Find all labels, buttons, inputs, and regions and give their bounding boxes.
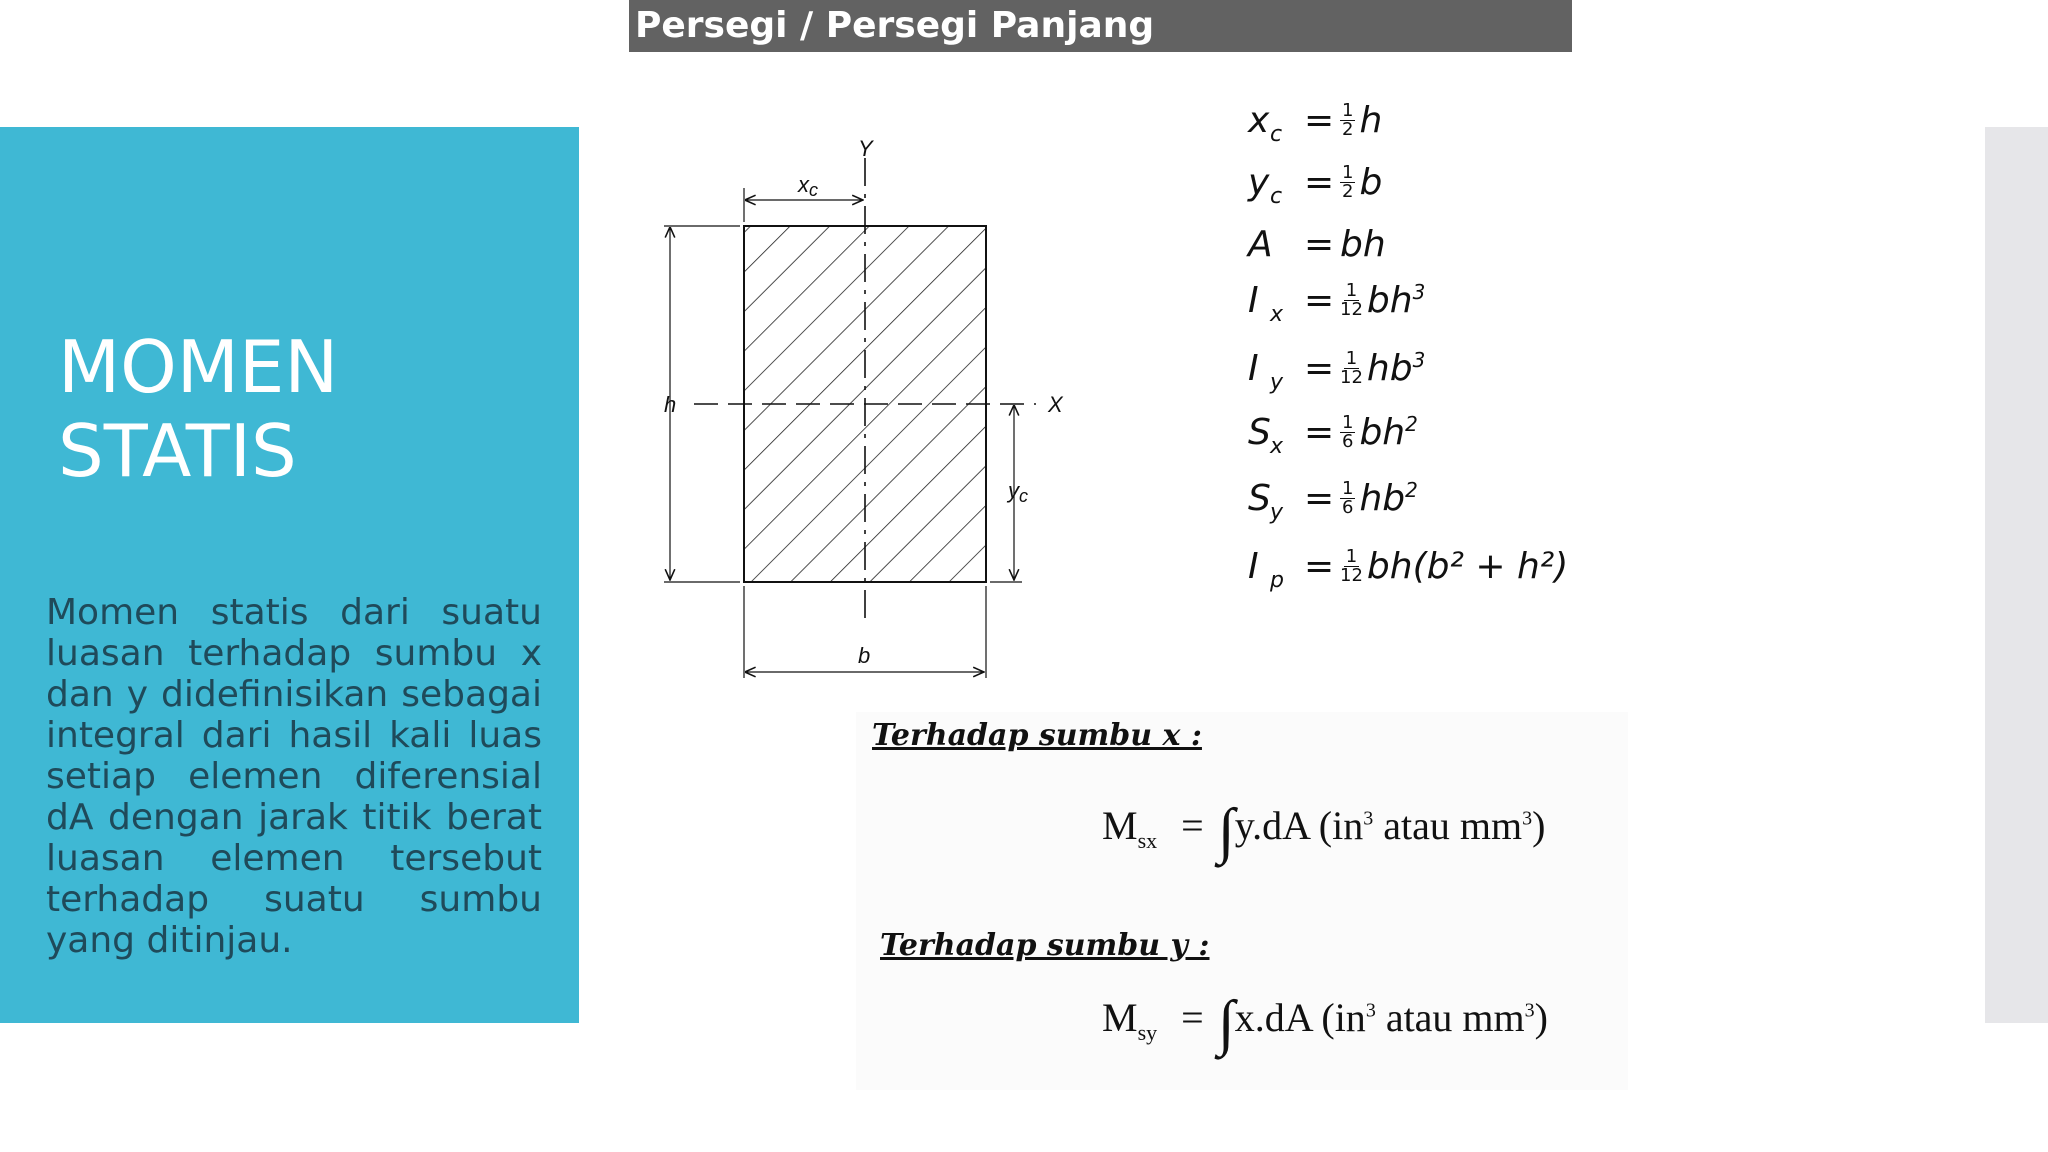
rectangle-section-diagram [650, 128, 1070, 688]
fraction-numerator: 1 [1345, 546, 1358, 567]
formula-expression-text: b [1359, 162, 1383, 203]
formula-symbol: S [1248, 478, 1271, 519]
formula-symbol: x [1248, 100, 1270, 141]
formula-expression-text: bh [1366, 280, 1413, 321]
fraction-denominator: 12 [1340, 565, 1363, 586]
b-label: b [858, 643, 871, 668]
fraction-denominator: 12 [1340, 367, 1363, 388]
formula-expression [1340, 224, 1386, 265]
fraction-numerator: 1 [1345, 280, 1358, 301]
formula-symbol-subscript: c [1270, 122, 1283, 147]
fraction-denominator: 6 [1342, 431, 1354, 452]
formula-expression-text: bh(b² + h²) [1366, 546, 1569, 587]
formula-symbol-subscript: c [1270, 184, 1283, 209]
xc-label: xc [798, 172, 818, 200]
slide-title-line1: MOMEN [58, 325, 339, 409]
formula-symbol: A [1248, 224, 1273, 265]
formula-expression-text: bh [1340, 224, 1386, 265]
fraction [1340, 480, 1355, 517]
formula-expression [1340, 546, 1568, 587]
equation-msx: $M_{sx} = \int y.dA$ ($in^3$ atau $mm^3$) [1102, 797, 1546, 865]
formula-symbol: y [1248, 162, 1270, 203]
equals-sign: = [1304, 348, 1335, 389]
equals-sign: = [1304, 546, 1335, 587]
fraction-denominator: 2 [1342, 119, 1354, 140]
h-label: h [664, 392, 677, 417]
equals-sign: = [1304, 412, 1335, 453]
fraction-numerator: 1 [1342, 100, 1354, 121]
equals-sign: = [1304, 224, 1335, 265]
fraction-numerator: 1 [1342, 412, 1354, 433]
formula-expression [1340, 280, 1425, 321]
slide-body-text: Momen statis dari suatu luasan terhadap sumbu x dan y didefinisikan sebagai integral dari hasil kali luas setiap elemen diferensial dA dengan jarak titik berat luasan elemen tersebut terhadap suatu sumbu yang ditinjau. [46, 592, 542, 961]
formula-expression-text: hb [1359, 478, 1406, 519]
integral-definitions [856, 712, 1628, 1090]
formula-expression-text: hb [1366, 348, 1413, 389]
equation-msy: $M_{sy} = \int x.dA$ ($in^3$ atau $mm^3$) [1102, 989, 1548, 1057]
fraction [1340, 350, 1363, 387]
right-decor-strip [1985, 127, 2048, 1023]
heading-sumbu-y: Terhadap sumbu y : [880, 928, 1210, 963]
formula-symbol-subscript: x [1270, 434, 1284, 459]
formula-expression [1340, 478, 1418, 519]
fraction-numerator: 1 [1342, 162, 1354, 183]
fraction [1340, 102, 1355, 139]
x-axis-label: X [1048, 392, 1063, 417]
formula-symbol-subscript: y [1270, 370, 1284, 395]
section-header: Persegi / Persegi Panjang [629, 0, 1572, 52]
formula-symbol: I [1248, 348, 1259, 389]
formula-exponent: 3 [1412, 348, 1426, 372]
equals-sign: = [1304, 478, 1335, 519]
formula-expression [1340, 162, 1382, 203]
y-axis-label: Y [858, 136, 873, 161]
yc-label: yc [1008, 478, 1028, 506]
formula-symbol-subscript: x [1270, 302, 1284, 327]
fraction-numerator: 1 [1345, 348, 1358, 369]
fraction [1340, 164, 1355, 201]
formula-symbol-subscript: y [1270, 500, 1284, 525]
formula-symbol: I [1248, 280, 1259, 321]
formula-symbol: I [1248, 546, 1259, 587]
fraction-numerator: 1 [1342, 478, 1354, 499]
fraction-denominator: 12 [1340, 299, 1363, 320]
formula-expression-text: h [1359, 100, 1383, 141]
fraction-denominator: 6 [1342, 497, 1354, 518]
slide-title-line2: STATIS [58, 409, 297, 493]
formula-exponent: 2 [1405, 478, 1418, 502]
heading-sumbu-x: Terhadap sumbu x : [872, 718, 1202, 753]
formula-expression [1340, 348, 1425, 389]
formula-expression-text: bh [1359, 412, 1406, 453]
fraction [1340, 282, 1363, 319]
slide-title [58, 325, 538, 493]
fraction [1340, 414, 1355, 451]
fraction-denominator: 2 [1342, 181, 1354, 202]
equals-sign: = [1304, 100, 1335, 141]
formula-exponent: 3 [1412, 280, 1426, 304]
formula-expression [1340, 412, 1418, 453]
formula-symbol-subscript: p [1270, 568, 1284, 593]
equals-sign: = [1304, 280, 1335, 321]
formula-expression [1340, 100, 1382, 141]
formula-exponent: 2 [1405, 412, 1418, 436]
fraction [1340, 548, 1363, 585]
equals-sign: = [1304, 162, 1335, 203]
formula-symbol: S [1248, 412, 1271, 453]
